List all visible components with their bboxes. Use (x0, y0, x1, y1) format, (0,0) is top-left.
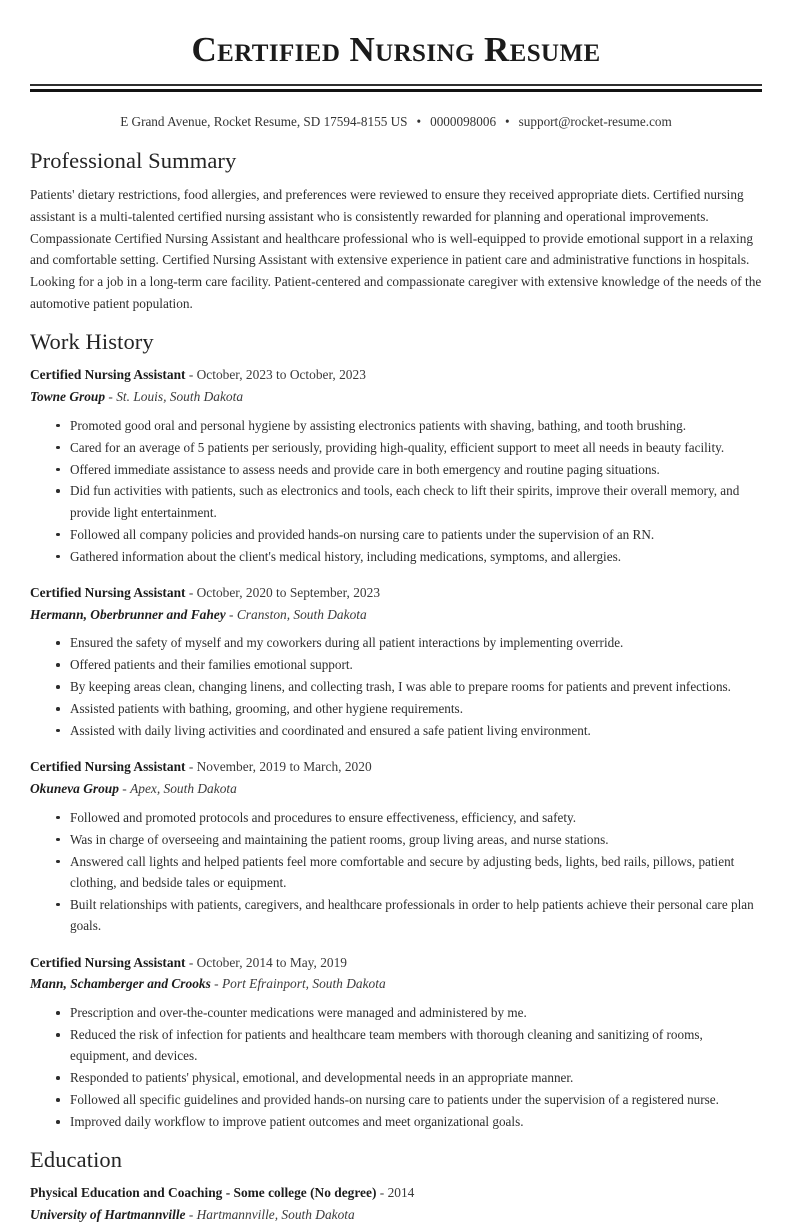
list-item: By keeping areas clean, changing linens, and collecting trash, I was able to prepare rooms for patients and prevent infections. (56, 676, 762, 697)
section-professional-summary (30, 147, 762, 314)
job-dash: - (185, 584, 197, 600)
job-company: Towne Group (30, 389, 106, 405)
list-item: Followed all specific guidelines and provided hands-on nursing care to patients under the supervision of a registered nurse. (56, 1089, 762, 1110)
list-item: Was in charge of overseeing and maintaining the patient rooms, group living areas, and nurse stations. (56, 829, 762, 850)
job-company-line (30, 605, 762, 626)
job-company: Mann, Schamberger and Crooks (30, 976, 211, 992)
list-item: Built relationships with patients, caregivers, and healthcare professionals in order to help patients achieve their personal care plan goals. (56, 894, 762, 937)
job-company-line (30, 779, 762, 800)
education-list (30, 1183, 762, 1226)
list-item: Followed all company policies and provided hands-on nursing care to patients under the supervision of an RN. (56, 524, 762, 545)
header-divider (30, 84, 762, 92)
job-title-line (30, 583, 762, 604)
work-history-entry (30, 583, 762, 741)
job-responsibilities (30, 807, 762, 937)
job-responsibilities (30, 632, 762, 741)
summary-paragraph: Patients' dietary restrictions, food allergies, and preferences were reviewed to ensure they received appropriate diets. Certified nursing assistant is a multi-talented certified nursing assistant who is consistently rewarded for planning and operational improvements. Compassionate Certified Nursing Assistant and healthcare professional who is well-equipped to provide emotional support in a relaxing and comfortable setting. Certified Nursing Assistant with extensive experience in patient care and administrative functions in hospitals. Looking for a job in a long-term care facility. Patient-centered and compassionate caregiver with extensive knowledge of the needs of the automotive patient population. (30, 187, 762, 311)
job-title: Certified Nursing Assistant (30, 584, 186, 600)
contact-phone: 0000098006 (430, 113, 497, 129)
work-history-list (30, 365, 762, 1132)
job-responsibilities (30, 415, 762, 567)
education-school-line (30, 1205, 762, 1226)
page-title: Certified Nursing Resume (191, 30, 601, 69)
job-dates: November, 2019 to March, 2020 (196, 759, 372, 775)
list-item: Assisted patients with bathing, grooming, and other hygiene requirements. (56, 698, 762, 719)
job-title-line (30, 953, 762, 974)
work-history-entry (30, 757, 762, 936)
list-item: Followed and promoted protocols and procedures to ensure effectiveness, efficiency, and safety. (56, 807, 762, 828)
divider-line-bottom (30, 89, 762, 92)
list-item: Answered call lights and helped patients feel more comfortable and secure by adjusting beds, lights, bed rails, pillows, patient clothing, and bedside tales or equipment. (56, 851, 762, 894)
job-location: St. Louis, South Dakota (116, 389, 244, 405)
section-education (30, 1146, 762, 1226)
work-history-entry (30, 953, 762, 1133)
section-work-history (30, 328, 762, 1132)
job-dash: - (185, 367, 197, 383)
job-responsibilities (30, 1002, 762, 1132)
job-title: Certified Nursing Assistant (30, 954, 186, 970)
job-location: Apex, South Dakota (130, 781, 237, 797)
work-history-entry (30, 365, 762, 567)
list-item: Offered immediate assistance to assess needs and provide care in both emergency and routine paging situations. (56, 459, 762, 480)
section-heading-summary: Professional Summary (30, 148, 237, 174)
contact-separator-1: • (416, 113, 422, 129)
job-dash: - (185, 954, 197, 970)
job-dash: - (225, 606, 237, 622)
education-location: Hartmannville, South Dakota (196, 1207, 355, 1223)
list-item: Gathered information about the client's medical history, including medications, symptoms, and allergies. (56, 546, 762, 567)
job-dash: - (118, 781, 131, 797)
education-year: 2014 (387, 1185, 415, 1201)
job-company: Okuneva Group (30, 781, 119, 797)
job-dates: October, 2023 to October, 2023 (196, 367, 366, 383)
list-item: Responded to patients' physical, emotional, and developmental needs in an appropriate manner. (56, 1067, 762, 1088)
contact-address: E Grand Avenue, Rocket Resume, SD 17594-8155 US (120, 113, 408, 129)
section-heading-work-history: Work History (30, 329, 154, 355)
job-dash: - (185, 759, 197, 775)
education-school: University of Hartmannville (30, 1207, 186, 1223)
job-dates: October, 2020 to September, 2023 (196, 584, 381, 600)
job-title: Certified Nursing Assistant (30, 367, 186, 383)
education-entry (30, 1183, 762, 1226)
contact-info (30, 113, 762, 131)
education-dash: - (185, 1207, 197, 1223)
list-item: Offered patients and their families emotional support. (56, 654, 762, 675)
job-dates: October, 2014 to May, 2019 (196, 954, 347, 970)
job-company-line (30, 974, 762, 995)
list-item: Ensured the safety of myself and my coworkers during all patient interactions by implementing override. (56, 632, 762, 653)
list-item: Cared for an average of 5 patients per seriously, providing high-quality, efficient support to meet all needs in beauty facility. (56, 437, 762, 458)
contact-separator-2: • (505, 113, 510, 129)
education-degree: Physical Education and Coaching - Some college (No degree) (30, 1185, 377, 1201)
contact-email: support@rocket-resume.com (518, 113, 672, 129)
job-title-line (30, 365, 762, 386)
job-title-line (30, 757, 762, 778)
list-item: Did fun activities with patients, such as electronics and tools, each check to lift their spirits, improve their overall memory, and provide light entertainment. (56, 480, 762, 523)
list-item: Improved daily workflow to improve patient outcomes and meet organizational goals. (56, 1111, 762, 1132)
list-item: Reduced the risk of infection for patients and healthcare team members with thorough cleaning and sanitizing of rooms, equipment, and devices. (56, 1024, 762, 1067)
job-dash: - (105, 389, 117, 405)
list-item: Promoted good oral and personal hygiene by assisting electronics patients with shaving, bathing, and tooth brushing. (56, 415, 762, 436)
job-location: Port Efrainport, South Dakota (221, 976, 386, 992)
education-degree-line (30, 1183, 762, 1204)
job-company-line (30, 387, 762, 408)
section-heading-education: Education (30, 1147, 123, 1173)
list-item: Assisted with daily living activities and coordinated and ensured a safe patient living environment. (56, 720, 762, 741)
job-dash: - (210, 976, 222, 992)
education-dash: - (376, 1185, 388, 1201)
job-company: Hermann, Oberbrunner and Fahey (30, 606, 226, 622)
list-item: Prescription and over-the-counter medications were managed and administered by me. (56, 1002, 762, 1023)
job-title: Certified Nursing Assistant (30, 759, 186, 775)
job-location: Cranston, South Dakota (236, 606, 367, 622)
